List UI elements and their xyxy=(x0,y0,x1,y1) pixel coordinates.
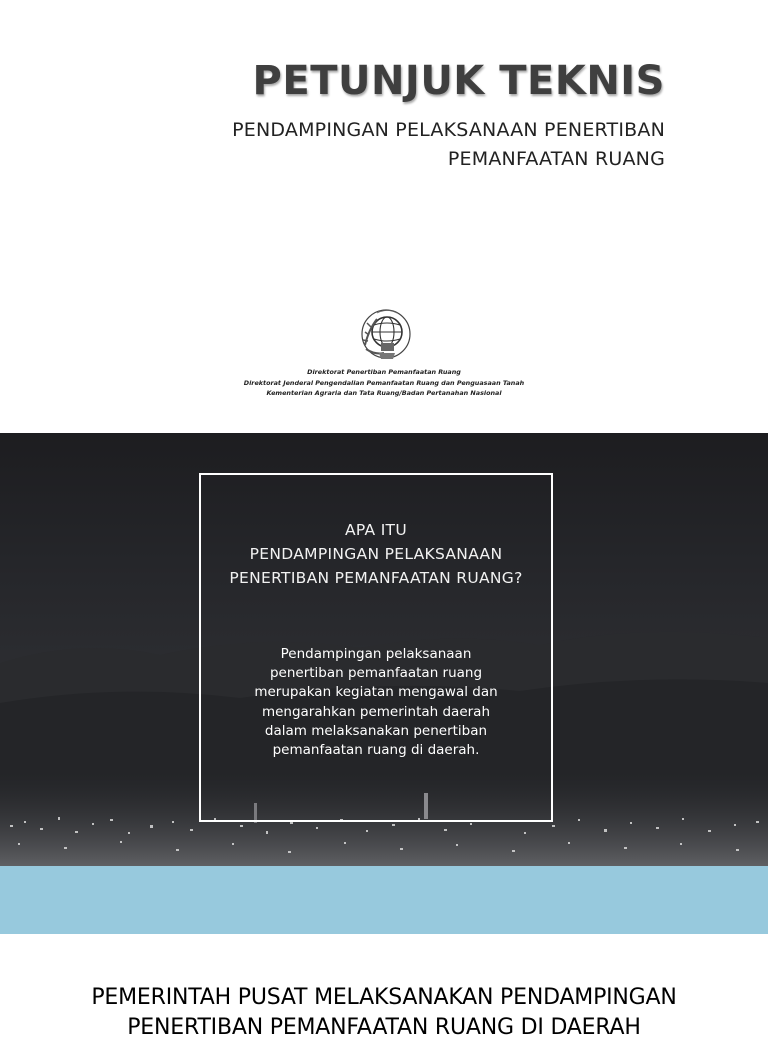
document-title: PETUNJUK TEKNIS xyxy=(252,58,665,104)
answer-line: Pendampingan pelaksanaan xyxy=(280,646,472,662)
answer-line: mengarahkan pemerintah daerah xyxy=(261,703,491,720)
answer-line: dalam melaksanakan penertiban xyxy=(264,722,488,739)
institution-line: Kementerian Agraria dan Tata Ruang/Badan Pertanahan Nasional xyxy=(266,389,502,397)
heading-line: PENERTIBAN PEMANFAATAN RUANG DI DAERAH xyxy=(127,1015,641,1040)
info-frame xyxy=(199,473,553,822)
answer-line: pemanfaatan ruang di daerah. xyxy=(272,742,480,759)
subtitle-line: PENDAMPINGAN PELAKSANAAN PENERTIBAN xyxy=(232,119,665,141)
night-city-background xyxy=(0,433,768,866)
document-subtitle xyxy=(232,116,665,174)
accent-band xyxy=(0,866,768,934)
institution-block xyxy=(184,367,584,399)
institution-line: Direktorat Penertiban Pemanfaatan Ruang xyxy=(307,368,461,376)
answer-line: merupakan kegiatan mengawal dan xyxy=(254,684,498,701)
question-line: PENERTIBAN PEMANFAATAN RUANG? xyxy=(229,569,523,587)
institution-line: Direktorat Jenderal Pengendalian Pemanfaatan Ruang dan Penguasaan Tanah xyxy=(243,378,525,387)
heading-line: PEMERINTAH PUSAT MELAKSANAKAN PENDAMPINGAN xyxy=(91,985,677,1010)
answer-text xyxy=(201,645,551,760)
question-heading xyxy=(201,518,551,590)
subtitle-line: PEMANFAATAN RUANG xyxy=(447,148,665,170)
cover-section xyxy=(0,0,768,433)
question-line: APA ITU xyxy=(345,521,407,539)
section-heading xyxy=(0,983,768,1043)
atr-bpn-emblem-icon xyxy=(357,305,415,365)
question-line: PENDAMPINGAN PELAKSANAAN xyxy=(249,545,503,563)
answer-line: penertiban pemanfaatan ruang xyxy=(269,665,483,682)
